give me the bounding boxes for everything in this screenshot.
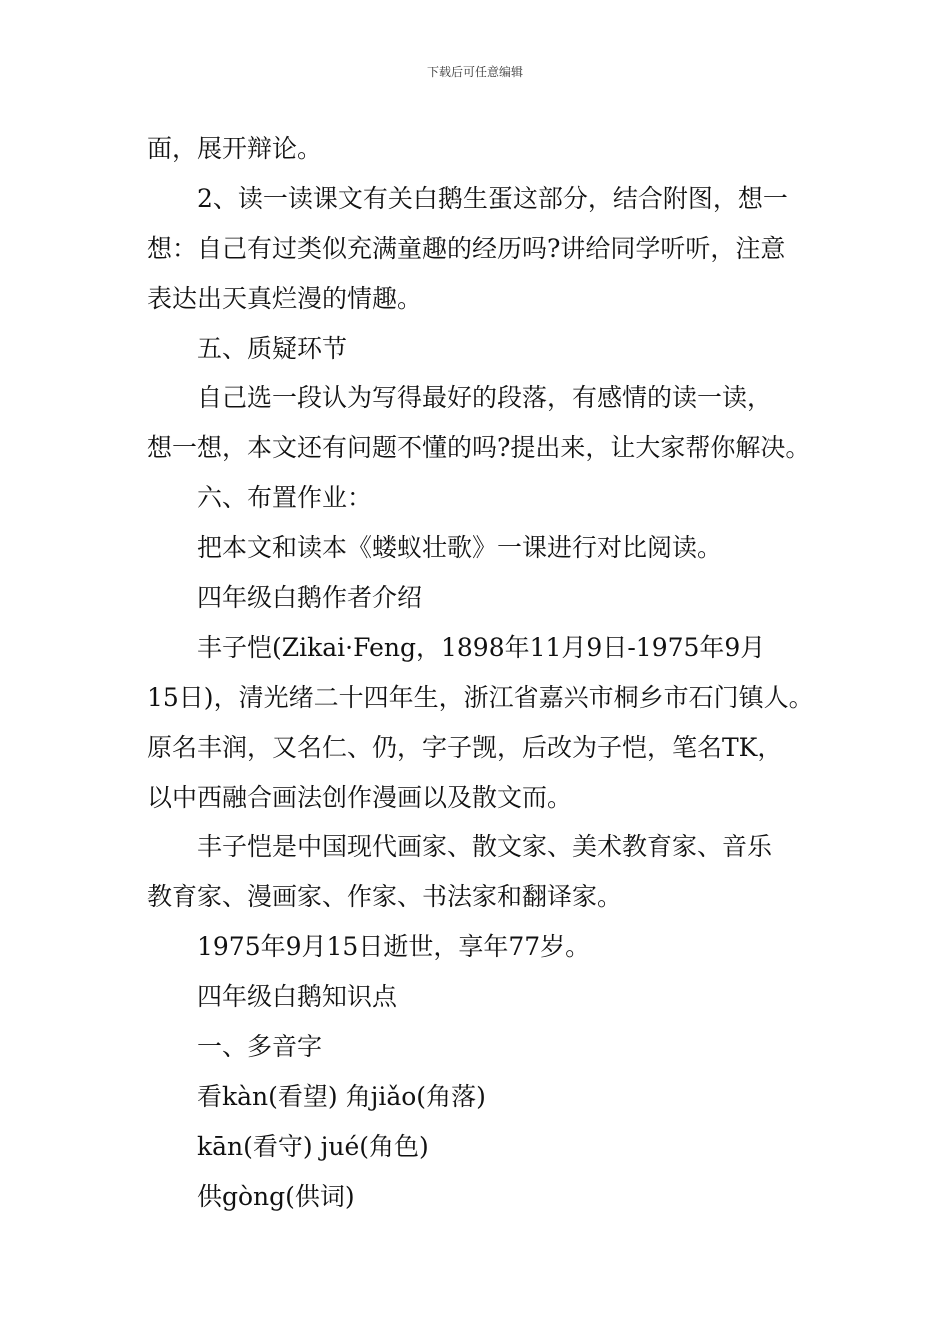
section-heading: 一、多音字 bbox=[197, 1032, 323, 1062]
page-header: 下载后可任意编辑 bbox=[426, 65, 523, 79]
text-line: 看kàn(看望) 角jiǎo(角落) bbox=[197, 1081, 486, 1111]
text-line: 教育家、漫画家、作家、书法家和翻译家。 bbox=[147, 882, 623, 912]
text-line: kān(看守) jué(角色) bbox=[197, 1131, 429, 1161]
text-line: 表达出天真烂漫的情趣。 bbox=[147, 283, 423, 313]
section-heading: 四年级白鹅知识点 bbox=[197, 982, 398, 1012]
text-line: 供gòng(供词) bbox=[197, 1181, 355, 1211]
text-line: 自己选一段认为写得最好的段落，有感情的读一读， bbox=[197, 383, 773, 413]
section-heading: 五、质疑环节 bbox=[197, 333, 348, 363]
text-line: 想一想，本文还有问题不懂的吗?提出来，让大家帮你解决。 bbox=[147, 433, 811, 463]
section-heading: 六、布置作业： bbox=[197, 483, 373, 513]
text-line: 丰子恺(Zikai·Feng，1898年11月9日-1975年9月 bbox=[197, 632, 766, 662]
text-line: 想：自己有过类似充满童趣的经历吗?讲给同学听听，注意 bbox=[147, 233, 786, 263]
text-line: 面，展开辩论。 bbox=[147, 134, 323, 163]
text-line: 原名丰润，又名仁、仍，字子觊，后改为子恺，笔名TK， bbox=[147, 732, 783, 762]
text-line: 1975年9月15日逝世，享年77岁。 bbox=[197, 932, 591, 962]
document-body bbox=[147, 124, 827, 1222]
text-line: 2、读一读课文有关白鹅生蛋这部分，结合附图，想一 bbox=[197, 183, 788, 213]
section-heading: 四年级白鹅作者介绍 bbox=[197, 583, 423, 613]
text-line: 把本文和读本《蝼蚁壮歌》一课进行对比阅读。 bbox=[197, 533, 723, 563]
text-line: 丰子恺是中国现代画家、散文家、美术教育家、音乐 bbox=[197, 832, 773, 862]
text-line: 以中西融合画法创作漫画以及散文而。 bbox=[147, 782, 573, 812]
text-line: 15日)，清光绪二十四年生，浙江省嘉兴市桐乡市石门镇人。 bbox=[147, 682, 814, 712]
